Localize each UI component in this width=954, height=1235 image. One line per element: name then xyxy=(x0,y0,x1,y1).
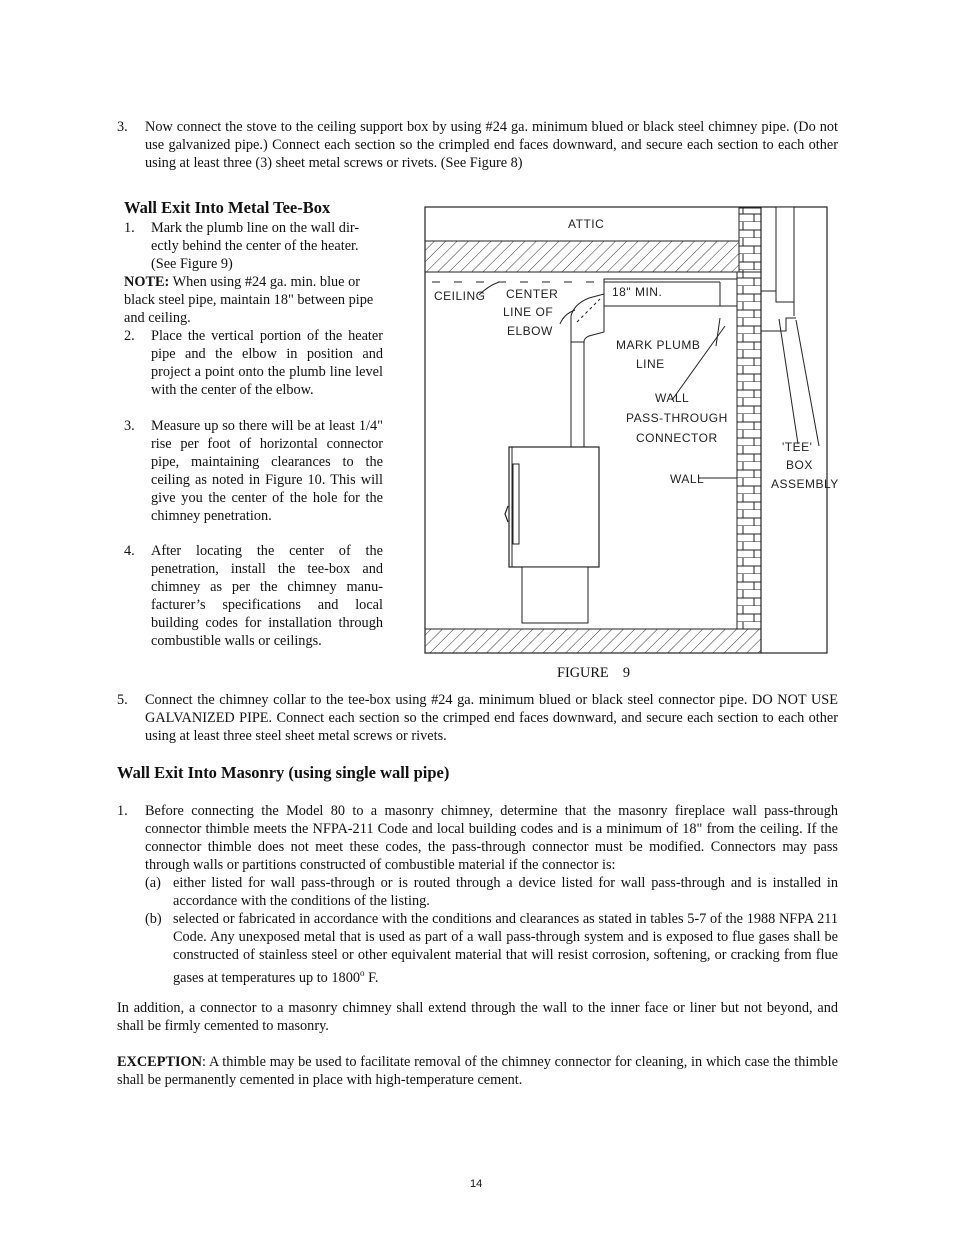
step-number: 5. xyxy=(117,692,128,708)
label-center-line-3: ELBOW xyxy=(507,324,553,338)
label-center-line-1: CENTER xyxy=(506,287,559,301)
step-5-item xyxy=(117,691,838,745)
step-text: Place the vertical portion of the heater pipe and the elbow in position and project a point onto the plumb line level with the center of the elbow. xyxy=(151,328,383,398)
tee-step-2 xyxy=(124,327,383,399)
figure-9-diagram xyxy=(424,206,839,654)
sub-text-end: F. xyxy=(364,969,379,986)
label-attic: ATTIC xyxy=(568,217,605,231)
sub-number: (b) xyxy=(145,911,162,927)
label-mark-plumb-1: MARK PLUMB xyxy=(616,338,701,352)
figure-caption: FIGURE 9 xyxy=(557,665,631,681)
step-text: Mark the plumb line on the wall dir-ectly behind the center of the heater. (See Figure 9) xyxy=(151,220,360,272)
label-wall: WALL xyxy=(670,472,705,486)
label-mark-plumb-2: LINE xyxy=(636,357,665,371)
step-text: Before connecting the Model 80 to a masonry chimney, determine that the masonry fireplace wall pass-through connector thimble meets the NFPA-211 Code and local building codes and is a minimum of 18" from the ceiling. If the connector thimble does not meet these codes, the pass-through connector must be modified. Connectors may pass through walls or partitions constructed of combustible material if the connector is: xyxy=(145,803,838,873)
label-tee-2: BOX xyxy=(786,458,813,472)
step-number: 3. xyxy=(124,418,135,434)
masonry-sub-a xyxy=(145,874,838,910)
sub-text: either listed for wall pass-through or is routed through a device listed for wall pass-through and is installed in accordance with the conditions of the listing. xyxy=(173,875,838,909)
degree-superscript: o xyxy=(360,968,365,978)
step-number: 4. xyxy=(124,543,135,559)
label-center-line-2: LINE OF xyxy=(503,305,554,319)
note-text: When using #24 ga. min. blue or black steel pipe, maintain 18" between pipe and ceiling. xyxy=(124,274,374,326)
label-wall-pass-2: PASS-THROUGH xyxy=(626,411,728,425)
step-text: Connect the chimney collar to the tee-box using #24 ga. minimum blued or black steel connector pipe. DO NOT USE GALVANIZED PIPE. Connect each section so the crimped end faces downward, and secure each section to each other using at least three steel sheet metal screws or rivets. xyxy=(145,692,838,744)
label-clearance: 18" MIN. xyxy=(612,285,663,299)
label-wall-pass-3: CONNECTOR xyxy=(636,431,718,445)
exception-text: : A thimble may be used to facilitate removal of the chimney connector for cleaning, in which case the thimble shall be permanently cemented in place with high-temperature cement. xyxy=(117,1054,838,1088)
masonry-item-1 xyxy=(117,802,838,874)
tee-step-4 xyxy=(124,542,383,650)
step-text: Now connect the stove to the ceiling support box by using #24 ga. minimum blued or black steel chimney pipe. (Do not use galvanized pipe.) Connect each section so the crimpled end faces downward, and secure each section to each other using at least three (3) sheet metal screws or rivets. (See Figure 8) xyxy=(145,119,838,171)
step-3-item xyxy=(117,118,838,172)
exception-paragraph xyxy=(117,1053,838,1089)
exception-label: EXCEPTION xyxy=(117,1054,202,1070)
tee-step-1 xyxy=(124,219,383,273)
sub-text: selected or fabricated in accordance with the conditions and clearances as stated in tables 5-7 of the 1988 NFPA 211 Code. Any unexposed metal that is used as part of a wall pass-through system and is exposed to flue gases shall be constructed of stainless steel or other equivalent material that will resist corrosion, softening, or cracking from flue gases at temperatures up to 1800 xyxy=(173,911,838,986)
page-number: 14 xyxy=(470,1178,483,1190)
step-number: 1. xyxy=(117,803,128,819)
addition-paragraph: In addition, a connector to a masonry chimney shall extend through the wall to the inner face or liner but not beyond, and shall be firmly cemented to masonry. xyxy=(117,1000,838,1034)
label-ceiling: CEILING xyxy=(434,289,486,303)
step-text: Measure up so there will be at least 1/4" rise per foot of horizontal connector pipe, maintaining clearances to the ceiling as noted in Figure 10. This will give you the center of the hole for the chimney penetration. xyxy=(151,418,383,524)
label-tee-3: ASSEMBLY xyxy=(771,477,839,491)
step-number: 1. xyxy=(124,220,135,236)
section-heading-masonry: Wall Exit Into Masonry (using single wall pipe) xyxy=(117,763,450,782)
step-number: 3. xyxy=(117,119,128,135)
sub-number: (a) xyxy=(145,875,161,891)
masonry-sub-b xyxy=(145,910,838,987)
label-wall-pass-1: WALL xyxy=(655,391,690,405)
note-label: NOTE: xyxy=(124,274,170,290)
sub-text-wrapper xyxy=(173,910,838,987)
step-number: 2. xyxy=(124,328,135,344)
section-heading-metal-tee-box: Wall Exit Into Metal Tee-Box xyxy=(124,198,331,217)
label-tee-1: 'TEE' xyxy=(782,440,813,454)
step-text: After locating the center of the penetration, install the tee-box and chimney as per the chimney manu-facturer’s specifications and local building codes for installation through combustible walls or ceilings. xyxy=(151,543,383,649)
note-paragraph xyxy=(124,273,383,327)
tee-step-3 xyxy=(124,417,383,525)
